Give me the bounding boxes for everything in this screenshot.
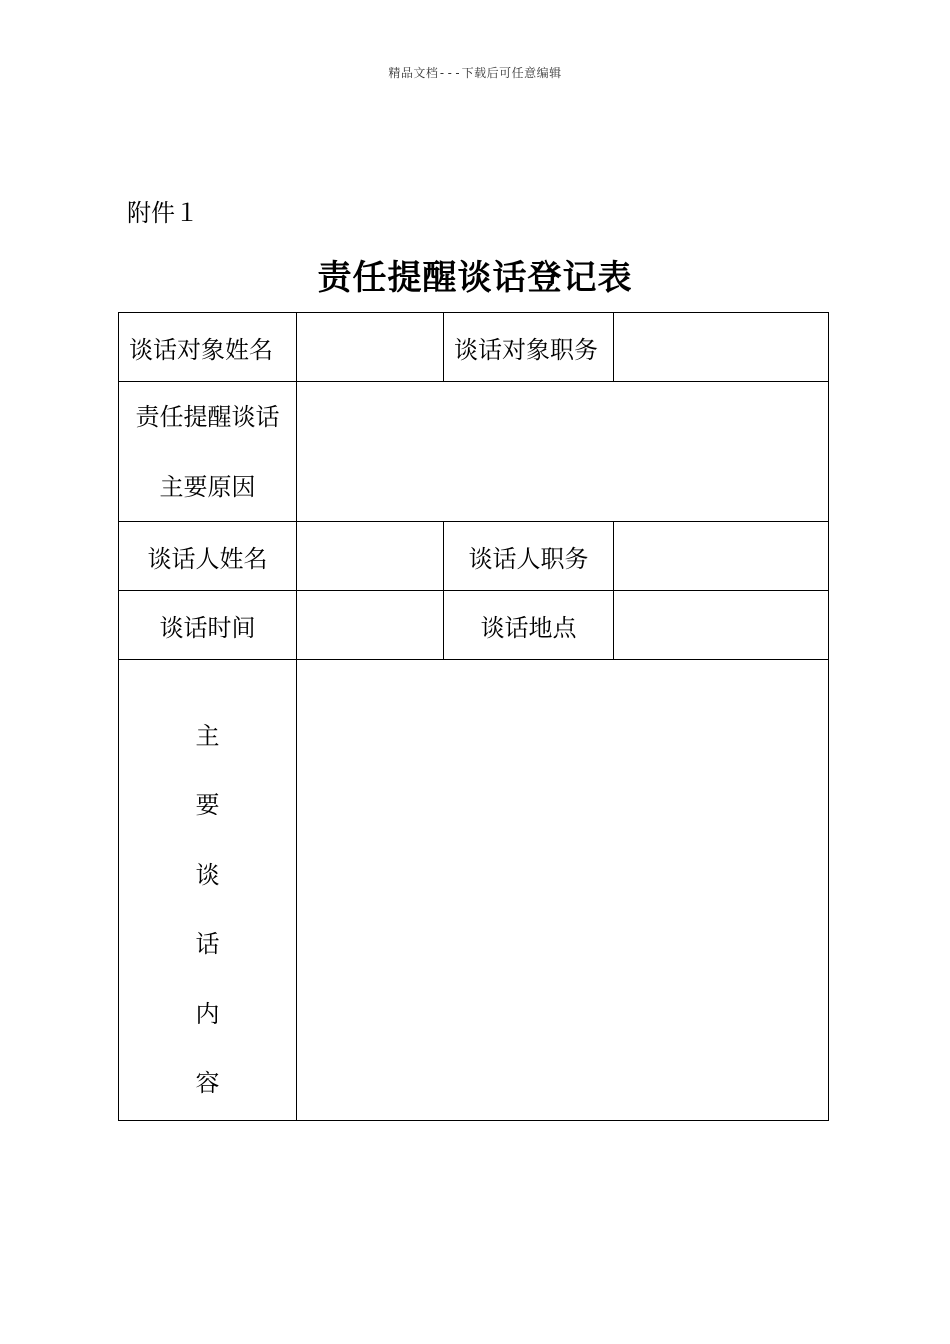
form-row-content — [119, 660, 829, 1121]
content-field[interactable] — [297, 660, 829, 1121]
interviewer-name-field[interactable] — [297, 522, 444, 591]
page-header-watermark: 精品文档---下载后可任意编辑 — [388, 66, 562, 80]
interviewer-name-label: 谈话人姓名 — [119, 522, 297, 591]
subject-name-label: 谈话对象姓名 — [119, 313, 297, 382]
attachment-label: 附件１ — [127, 199, 199, 227]
content-label-char: 话 — [195, 930, 220, 958]
form-row-subject — [119, 313, 829, 382]
document-title: 责任提醒谈话登记表 — [317, 258, 633, 298]
talk-time-field[interactable] — [297, 591, 444, 660]
reason-label-line1: 责任提醒谈话 — [135, 402, 280, 431]
content-label-cell — [119, 660, 297, 1121]
form-row-interviewer — [119, 522, 829, 591]
interviewer-position-field[interactable] — [614, 522, 829, 591]
talk-place-label: 谈话地点 — [444, 591, 614, 660]
reason-label-cell — [119, 382, 297, 522]
reason-field[interactable] — [297, 382, 829, 522]
content-label-char: 要 — [195, 791, 220, 819]
form-row-reason — [119, 382, 829, 522]
subject-name-field[interactable] — [297, 313, 444, 382]
subject-position-label: 谈话对象职务 — [444, 313, 614, 382]
talk-place-field[interactable] — [614, 591, 829, 660]
content-label-char: 谈 — [195, 860, 220, 889]
content-label-char: 容 — [195, 1069, 220, 1097]
content-label-char: 主 — [195, 721, 220, 750]
talk-register-form — [118, 312, 829, 1121]
reason-label-line2: 主要原因 — [159, 472, 256, 501]
talk-time-label: 谈话时间 — [119, 591, 297, 660]
form-row-time-place — [119, 591, 829, 660]
interviewer-position-label: 谈话人职务 — [444, 522, 614, 591]
subject-position-field[interactable] — [614, 313, 829, 382]
content-label-char: 内 — [195, 999, 220, 1028]
